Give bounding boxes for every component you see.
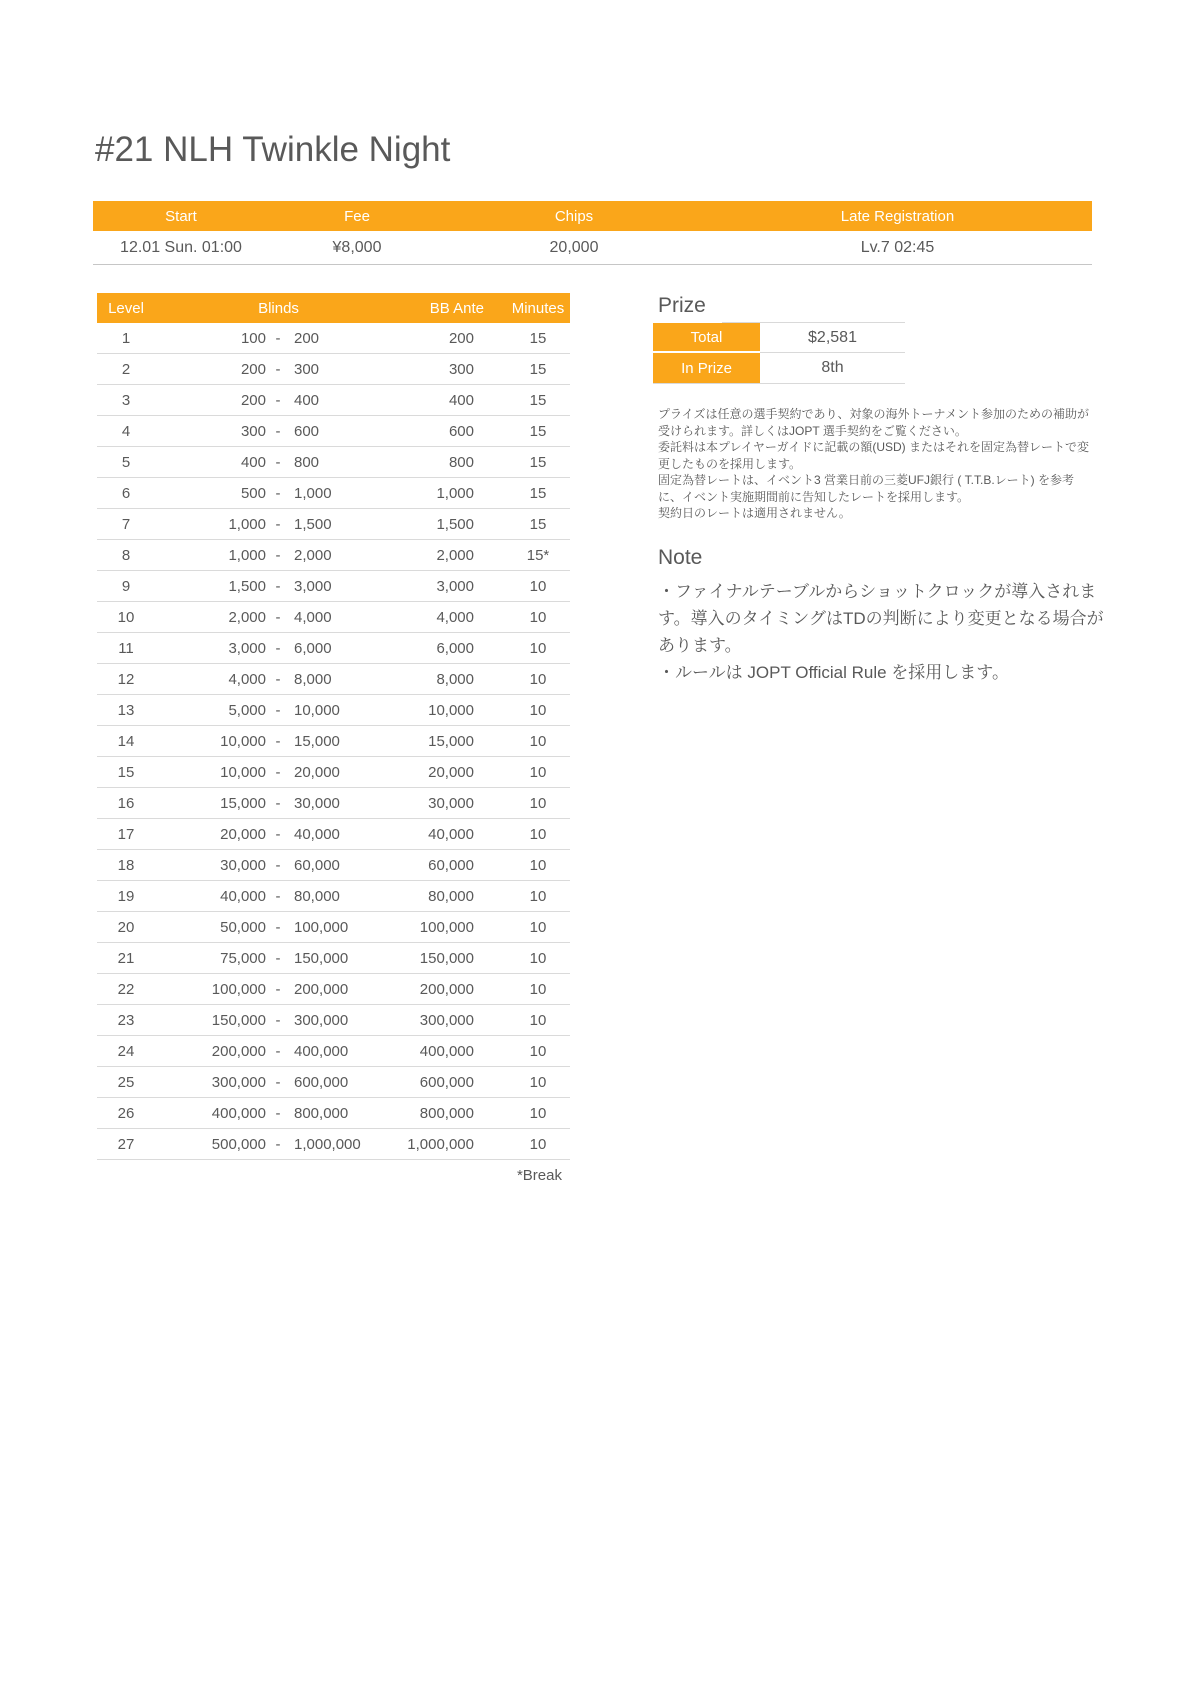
minutes-column-header: Minutes: [511, 299, 565, 317]
small-blind-cell: 400: [240, 453, 266, 471]
minutes-cell: 10: [529, 980, 547, 998]
small-blind-cell: 10,000: [220, 763, 266, 781]
big-blind-cell: 1,500: [294, 515, 332, 533]
blinds-table-row: [97, 1098, 570, 1129]
fee-value: ¥8,000: [332, 238, 382, 256]
blinds-separator: -: [275, 1042, 281, 1060]
fine-print-line: 委託料は本プレイヤーガイドに記載の額(USD) またはそれを固定為替レートで変更したものを採用します。: [658, 440, 1089, 471]
bb-ante-cell: 300: [448, 360, 474, 378]
minutes-cell: 15: [529, 422, 547, 440]
bb-ante-cell: 2,000: [436, 546, 474, 564]
info-header-start: Start: [165, 207, 197, 225]
bb-ante-cell: 400,000: [419, 1042, 474, 1060]
blinds-separator: -: [275, 1011, 281, 1029]
minutes-cell: 10: [529, 856, 547, 874]
small-blind-cell: 200: [240, 391, 266, 409]
level-cell: 6: [121, 484, 131, 502]
bb-ante-cell: 40,000: [428, 825, 474, 843]
small-blind-cell: 100: [240, 329, 266, 347]
small-blind-cell: 2,000: [228, 608, 266, 626]
blinds-table-row: [97, 1129, 570, 1160]
big-blind-cell: 60,000: [294, 856, 340, 874]
blinds-separator: -: [275, 732, 281, 750]
level-cell: 4: [121, 422, 131, 440]
level-cell: 11: [118, 639, 134, 657]
small-blind-cell: 75,000: [220, 949, 266, 967]
small-blind-cell: 400,000: [211, 1104, 266, 1122]
minutes-cell: 15: [529, 391, 547, 409]
level-cell: 21: [117, 949, 135, 967]
level-cell: 3: [121, 391, 131, 409]
bb-ante-cell: 4,000: [436, 608, 474, 626]
prize-in-prize-value: 8th: [821, 359, 844, 376]
late-registration-value: Lv.7 02:45: [860, 238, 935, 256]
big-blind-cell: 600,000: [294, 1073, 349, 1091]
big-blind-cell: 1,000,000: [294, 1135, 361, 1153]
prize-fine-print: [658, 406, 1095, 522]
bb-ante-cell: 100,000: [419, 918, 474, 936]
bb-ante-cell: 6,000: [436, 639, 474, 657]
level-cell: 9: [121, 577, 131, 595]
bb-ante-cell: 80,000: [428, 887, 474, 905]
blinds-table-row: [97, 509, 570, 540]
bb-ante-cell: 3,000: [436, 577, 474, 595]
big-blind-cell: 15,000: [294, 732, 340, 750]
bb-ante-cell: 600: [448, 422, 474, 440]
page-title: #21 NLH Twinkle Night: [95, 130, 451, 169]
blinds-separator: -: [275, 670, 281, 688]
minutes-cell: 10: [529, 732, 547, 750]
blinds-separator: -: [275, 1135, 281, 1153]
small-blind-cell: 200: [240, 360, 266, 378]
blinds-separator: -: [275, 918, 281, 936]
blinds-column-header: Blinds: [258, 299, 299, 317]
level-cell: 12: [117, 670, 135, 688]
small-blind-cell: 1,500: [228, 577, 266, 595]
bb-ante-cell: 1,500: [436, 515, 474, 533]
blinds-table-row: [97, 695, 570, 726]
minutes-cell: 15: [529, 329, 547, 347]
minutes-cell: 10: [529, 701, 547, 719]
small-blind-cell: 50,000: [220, 918, 266, 936]
bb-ante-cell: 1,000: [436, 484, 474, 502]
level-cell: 1: [121, 329, 131, 347]
level-cell: 7: [121, 515, 131, 533]
big-blind-cell: 8,000: [294, 670, 332, 688]
fine-print-line: 固定為替レートは、イベント3 営業日前の三菱UFJ銀行 ( T.T.B.レート) を参考に、イベント実施期間前に告知したレートを採用します。: [658, 473, 1075, 504]
minutes-cell: 10: [529, 1135, 547, 1153]
level-cell: 25: [117, 1073, 135, 1091]
bb-ante-cell: 400: [448, 391, 474, 409]
blinds-separator: -: [275, 546, 281, 564]
note-list: [658, 578, 1105, 686]
level-cell: 20: [117, 918, 135, 936]
big-blind-cell: 6,000: [294, 639, 332, 657]
minutes-cell: 10: [529, 608, 547, 626]
bb-ante-cell: 600,000: [419, 1073, 474, 1091]
bb-ante-cell: 1,000,000: [407, 1135, 474, 1153]
blinds-table-row: [97, 571, 570, 602]
minutes-cell: 10: [529, 1104, 547, 1122]
big-blind-cell: 20,000: [294, 763, 340, 781]
note-item: ・ファイナルテーブルからショットクロックが導入されます。導入のタイミングはTDの判断により変更となる場合があります。: [658, 582, 1104, 655]
level-cell: 13: [117, 701, 135, 719]
small-blind-cell: 500: [240, 484, 266, 502]
minutes-cell: 10: [529, 1073, 547, 1091]
chips-value: 20,000: [549, 238, 599, 256]
bb-ante-cell: 800,000: [419, 1104, 474, 1122]
small-blind-cell: 500,000: [211, 1135, 266, 1153]
level-cell: 27: [117, 1135, 135, 1153]
blinds-table-row: [97, 974, 570, 1005]
blinds-table-row: [97, 540, 570, 571]
big-blind-cell: 150,000: [294, 949, 349, 967]
prize-heading: Prize: [658, 294, 706, 317]
minutes-cell: 10: [529, 825, 547, 843]
blinds-separator: -: [275, 515, 281, 533]
blinds-separator: -: [275, 856, 281, 874]
bb-ante-cell: 20,000: [428, 763, 474, 781]
bb-ante-cell: 200,000: [419, 980, 474, 998]
blinds-table-row: [97, 1067, 570, 1098]
blinds-separator: -: [275, 1073, 281, 1091]
info-bar: [93, 201, 1092, 265]
big-blind-cell: 400: [294, 391, 320, 409]
bb-ante-cell: 800: [448, 453, 474, 471]
info-header-late-registration: Late Registration: [840, 207, 955, 225]
small-blind-cell: 200,000: [211, 1042, 266, 1060]
bb-ante-cell: 10,000: [428, 701, 474, 719]
bb-ante-cell: 200: [448, 329, 474, 347]
minutes-cell: 10: [529, 794, 547, 812]
break-footnote: *Break: [516, 1167, 562, 1184]
blinds-separator: -: [275, 825, 281, 843]
minutes-cell: 10: [529, 887, 547, 905]
bb-ante-cell: 300,000: [419, 1011, 474, 1029]
level-cell: 19: [117, 887, 135, 905]
info-bar-value-row: [93, 231, 1092, 265]
blinds-separator: -: [275, 639, 281, 657]
blinds-separator: -: [275, 701, 281, 719]
level-cell: 15: [117, 763, 135, 781]
bb-ante-column-header: BB Ante: [429, 299, 484, 317]
blinds-table-row: [97, 912, 570, 943]
blinds-table-row: [97, 850, 570, 881]
note-heading: Note: [658, 546, 703, 569]
level-column-header: Level: [108, 299, 144, 317]
small-blind-cell: 40,000: [220, 887, 266, 905]
blinds-table-row: [97, 478, 570, 509]
info-header-chips: Chips: [554, 207, 594, 225]
blinds-table-row: [97, 664, 570, 695]
small-blind-cell: 100,000: [211, 980, 266, 998]
blinds-separator: -: [275, 484, 281, 502]
prize-in-prize-label: In Prize: [653, 353, 760, 383]
big-blind-cell: 400,000: [294, 1042, 349, 1060]
blinds-table-row: [97, 881, 570, 912]
minutes-cell: 10: [529, 670, 547, 688]
blinds-table-row: [97, 447, 570, 478]
level-cell: 16: [117, 794, 135, 812]
big-blind-cell: 80,000: [294, 887, 340, 905]
blinds-table-row: [97, 819, 570, 850]
small-blind-cell: 3,000: [228, 639, 266, 657]
minutes-cell: 10: [529, 1042, 547, 1060]
prize-row-total: [653, 323, 905, 353]
blinds-table-row: [97, 1005, 570, 1036]
big-blind-cell: 200: [294, 329, 320, 347]
level-cell: 2: [121, 360, 131, 378]
small-blind-cell: 1,000: [228, 515, 266, 533]
blinds-table-body: [97, 323, 570, 1160]
big-blind-cell: 30,000: [294, 794, 340, 812]
minutes-cell: 15: [529, 515, 547, 533]
minutes-cell: 10: [529, 949, 547, 967]
prize-total-value: $2,581: [760, 323, 905, 353]
blinds-table-row: [97, 943, 570, 974]
small-blind-cell: 4,000: [228, 670, 266, 688]
big-blind-cell: 300,000: [294, 1011, 349, 1029]
big-blind-cell: 1,000: [294, 484, 332, 502]
small-blind-cell: 5,000: [228, 701, 266, 719]
blinds-separator: -: [275, 1104, 281, 1122]
small-blind-cell: 300,000: [211, 1073, 266, 1091]
small-blind-cell: 30,000: [220, 856, 266, 874]
big-blind-cell: 600: [294, 422, 320, 440]
minutes-cell: 10: [529, 1011, 547, 1029]
small-blind-cell: 150,000: [211, 1011, 266, 1029]
blinds-separator: -: [275, 794, 281, 812]
bb-ante-cell: 15,000: [428, 732, 474, 750]
minutes-cell: 10: [529, 763, 547, 781]
blinds-table-row: [97, 416, 570, 447]
blinds-table-row: [97, 633, 570, 664]
big-blind-cell: 2,000: [294, 546, 332, 564]
blinds-table-row: [97, 385, 570, 416]
small-blind-cell: 20,000: [220, 825, 266, 843]
info-bar-header-row: [93, 201, 1092, 231]
blinds-separator: -: [275, 763, 281, 781]
info-header-fee: Fee: [344, 207, 370, 225]
minutes-cell: 10: [529, 918, 547, 936]
minutes-cell: 10: [529, 577, 547, 595]
fine-print-line: プライズは任意の選手契約であり、対象の海外トーナメント参加のための補助が受けられます。詳しくはJOPT 選手契約をご覧ください。: [658, 407, 1090, 438]
minutes-cell: 10: [529, 639, 547, 657]
blinds-table-row: [97, 726, 570, 757]
big-blind-cell: 800: [294, 453, 320, 471]
level-cell: 10: [117, 608, 135, 626]
level-cell: 23: [117, 1011, 135, 1029]
prize-total-label: Total: [653, 323, 760, 353]
level-cell: 26: [117, 1104, 135, 1122]
small-blind-cell: 1,000: [228, 546, 266, 564]
minutes-cell: 15: [529, 453, 547, 471]
bb-ante-cell: 60,000: [428, 856, 474, 874]
level-cell: 24: [117, 1042, 135, 1060]
prize-row-in-prize: [653, 353, 905, 383]
bb-ante-cell: 8,000: [436, 670, 474, 688]
blinds-separator: -: [275, 949, 281, 967]
blinds-separator: -: [275, 980, 281, 998]
big-blind-cell: 10,000: [294, 701, 340, 719]
small-blind-cell: 300: [240, 422, 266, 440]
level-cell: 8: [121, 546, 131, 564]
minutes-cell: 15: [529, 484, 547, 502]
blinds-separator: -: [275, 329, 281, 347]
prize-table: [653, 323, 905, 384]
blinds-table-row: [97, 788, 570, 819]
level-cell: 17: [117, 825, 135, 843]
big-blind-cell: 3,000: [294, 577, 332, 595]
big-blind-cell: 800,000: [294, 1104, 349, 1122]
blinds-separator: -: [275, 422, 281, 440]
blinds-table-row: [97, 323, 570, 354]
big-blind-cell: 200,000: [294, 980, 349, 998]
level-cell: 18: [117, 856, 135, 874]
note-item: ・ルールは JOPT Official Rule を採用します。: [658, 663, 1009, 682]
blinds-table-row: [97, 1036, 570, 1067]
blinds-table: [97, 293, 570, 1184]
minutes-cell: 15: [529, 360, 547, 378]
big-blind-cell: 300: [294, 360, 320, 378]
minutes-cell: 15*: [526, 546, 550, 564]
level-cell: 22: [117, 980, 135, 998]
fine-print-line: 契約日のレートは適用されません。: [658, 506, 851, 520]
blinds-separator: -: [275, 360, 281, 378]
big-blind-cell: 4,000: [294, 608, 332, 626]
bb-ante-cell: 30,000: [428, 794, 474, 812]
blinds-table-row: [97, 354, 570, 385]
level-cell: 5: [121, 453, 131, 471]
blinds-separator: -: [275, 608, 281, 626]
blinds-separator: -: [275, 391, 281, 409]
start-value: 12.01 Sun. 01:00: [120, 238, 242, 256]
big-blind-cell: 40,000: [294, 825, 340, 843]
blinds-table-row: [97, 757, 570, 788]
small-blind-cell: 15,000: [220, 794, 266, 812]
blinds-separator: -: [275, 577, 281, 595]
level-cell: 14: [117, 732, 135, 750]
blinds-table-header: [97, 293, 570, 323]
big-blind-cell: 100,000: [294, 918, 349, 936]
blinds-separator: -: [275, 453, 281, 471]
blinds-separator: -: [275, 887, 281, 905]
small-blind-cell: 10,000: [220, 732, 266, 750]
bb-ante-cell: 150,000: [419, 949, 474, 967]
blinds-table-row: [97, 602, 570, 633]
